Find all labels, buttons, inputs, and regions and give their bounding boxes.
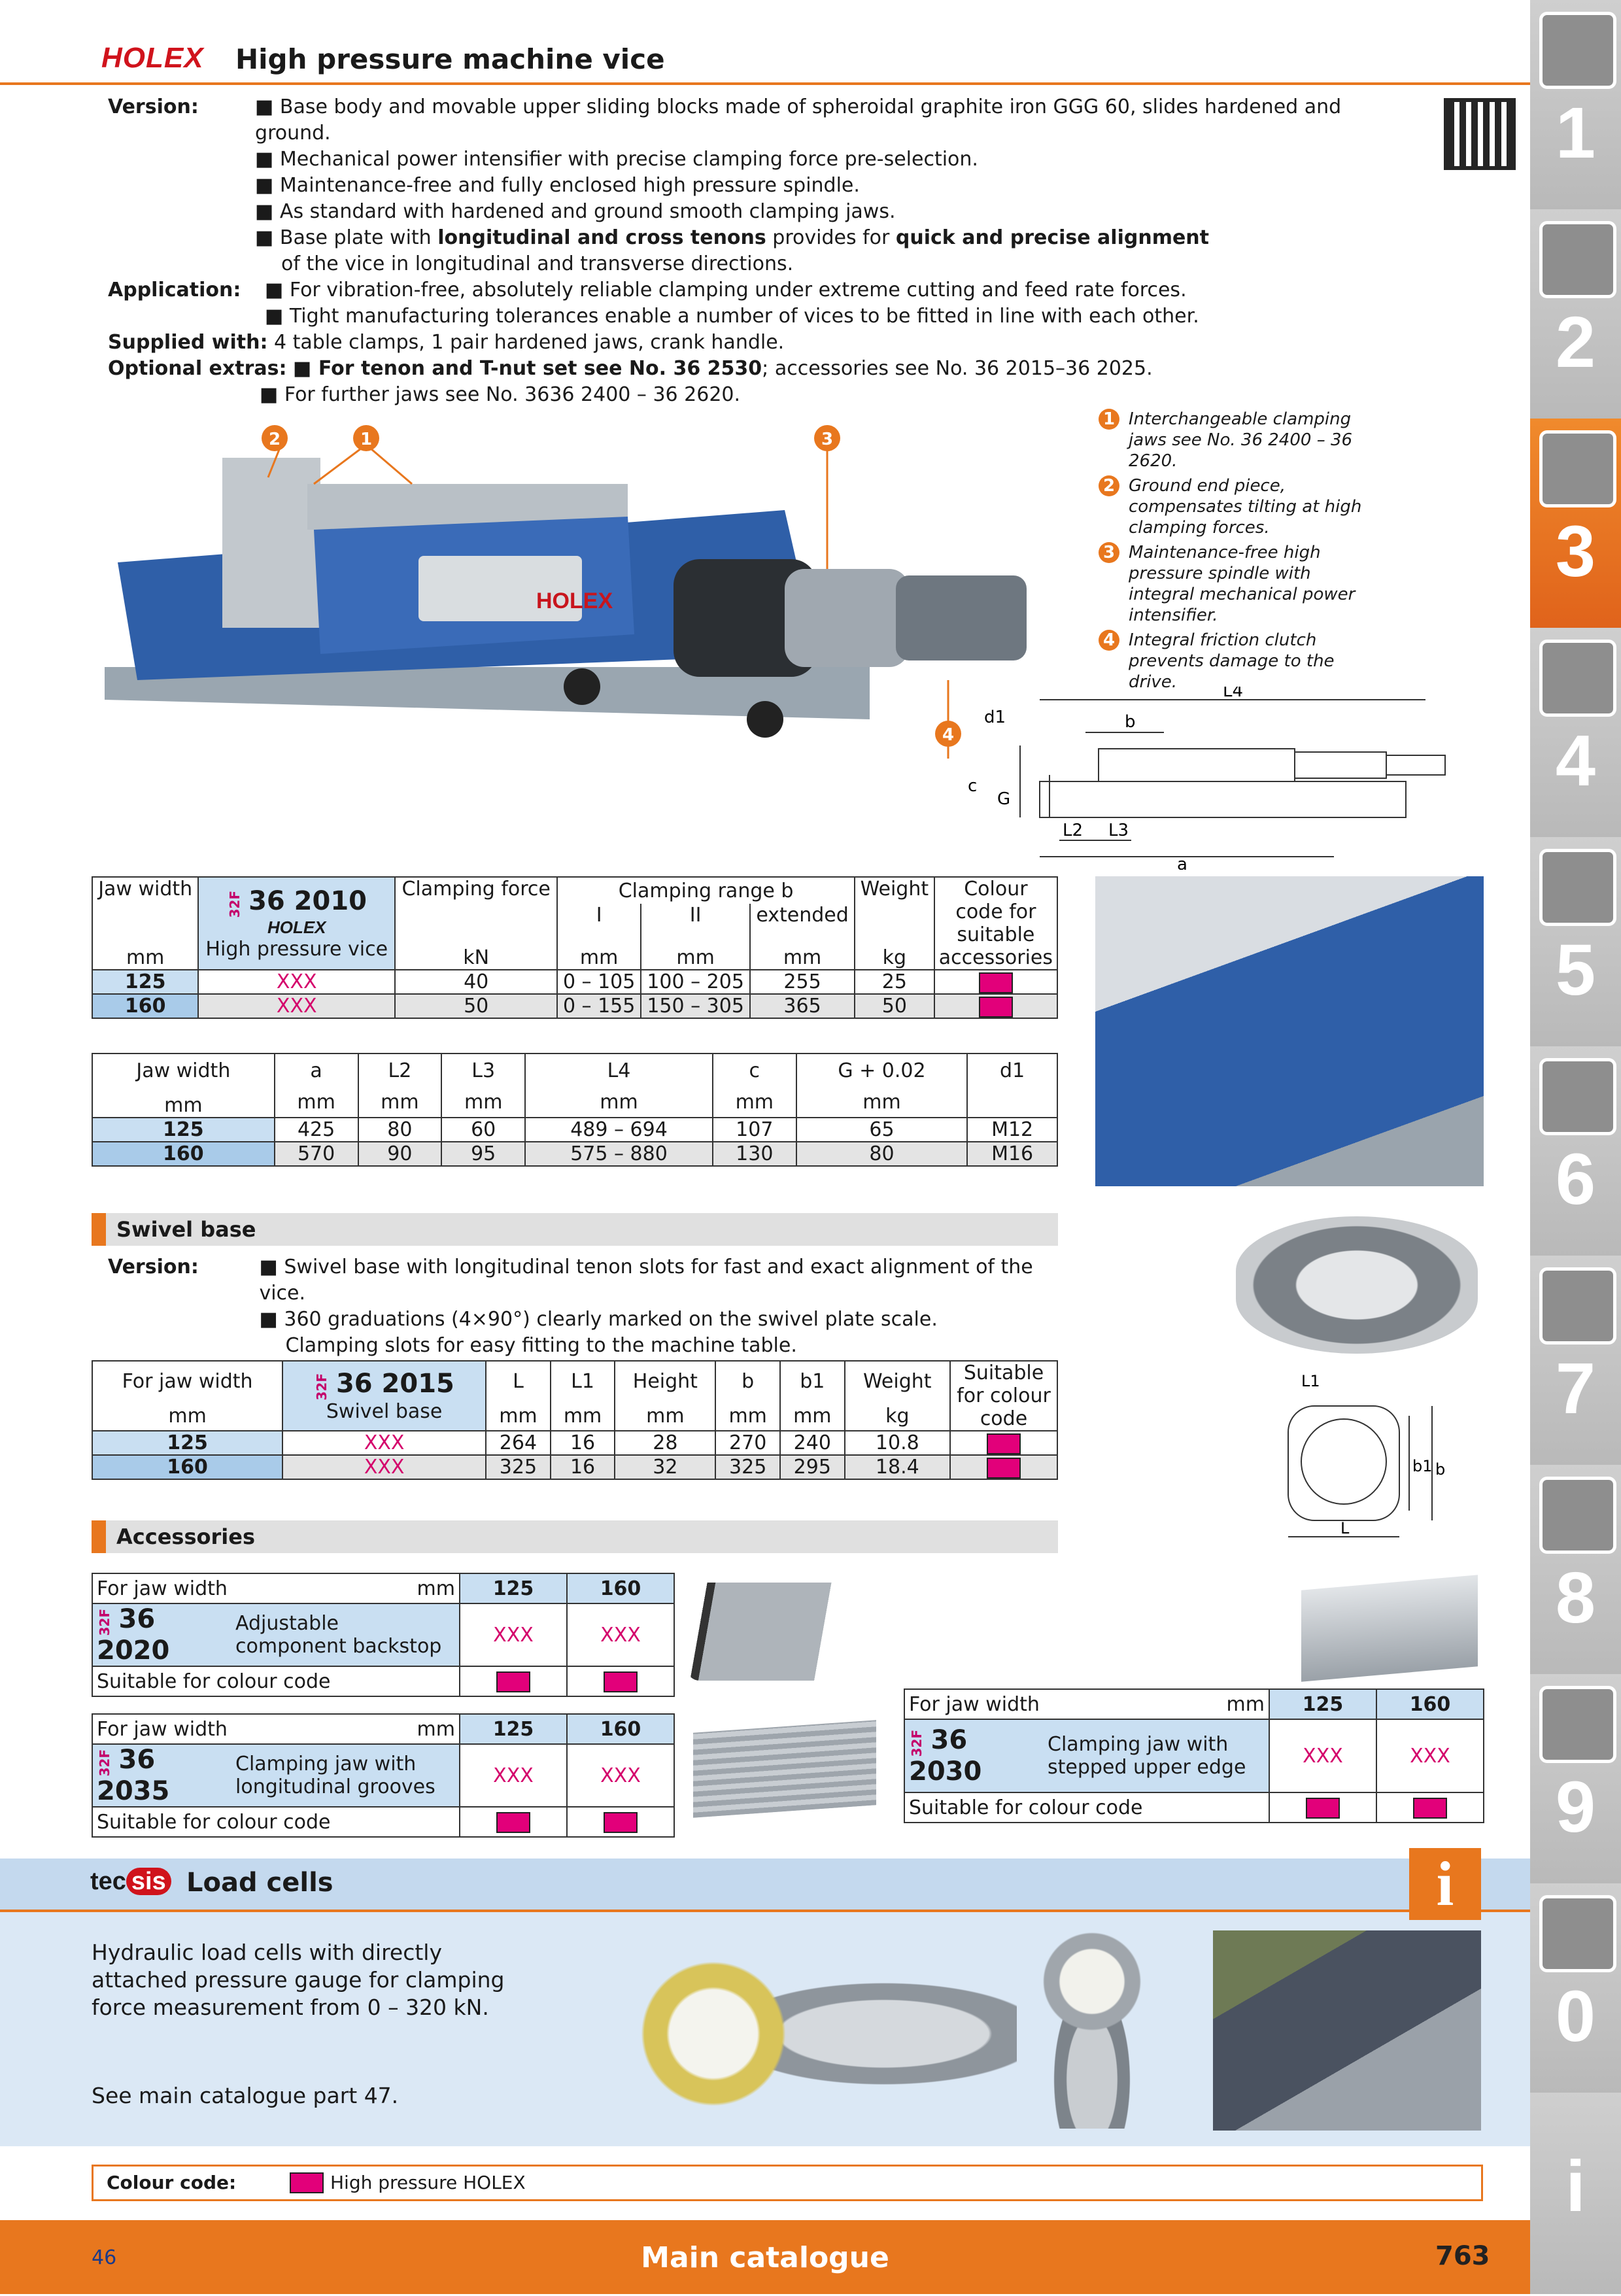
accessory-table-362020: For jaw width mm 125 160 32F 36 2020 Adjustable component backstop XXX XXX Suitable for colour code [92, 1573, 675, 1697]
footer-title[interactable]: Main catalogue [641, 2241, 889, 2274]
vice-closeup-photo [1095, 876, 1484, 1186]
callout-marker [814, 425, 840, 451]
wrench-icon [1539, 1058, 1616, 1135]
plate-logo: HOLEX [536, 589, 613, 613]
tab-chapter-0[interactable]: 0 [1530, 1883, 1621, 2095]
product-code: 36 2010 [248, 885, 367, 916]
chuck-icon [1539, 430, 1616, 507]
product-code: 36 2015 [335, 1368, 454, 1399]
swivel-version-label: Version: [108, 1256, 199, 1278]
vice-dimension-table: Jaw width a L2 L3 L4 c G + 0.02 d1 mm mm mm mm mm mm mm 125 425 80 60 489 – 694 107 65 M12 160 570 90 95 575 – 880 130 80 M16 [92, 1053, 1058, 1167]
colour-swatch [604, 1812, 638, 1833]
page-title: High pressure machine vice [235, 43, 665, 75]
version-item: ■ As standard with hardened and ground smooth clamping jaws. [255, 200, 896, 223]
callout-marker [262, 425, 288, 451]
callout-item: 4 Integral friction clutch prevents damage to the drive. [1099, 630, 1373, 693]
application-item: ■ Tight manufacturing tolerances enable a number of vices to be fitted in line with each other. [265, 305, 1199, 328]
dim-label: L [1340, 1519, 1350, 1537]
supplied-label: Supplied with: [108, 331, 268, 354]
svg-text:4: 4 [942, 725, 955, 745]
table-row: 160 XXX 325 16 32 325 295 18.4 [92, 1455, 1057, 1479]
application-label: Application: [108, 279, 241, 301]
product-code: 36 2020 [97, 1604, 170, 1666]
optional-label: Optional extras: [108, 357, 287, 380]
optional-rest: ; accessories see No. 36 2015–36 2025. [762, 357, 1153, 380]
saw-disc-icon [1539, 849, 1616, 926]
load-cells-title: Load cells [186, 1868, 333, 1898]
table-row: 125 425 80 60 489 – 694 107 65 M12 [92, 1118, 1057, 1142]
swivel-item-cont: Clamping slots for easy fitting to the machine table. [285, 1334, 797, 1357]
colour-swatch [496, 1812, 530, 1833]
colour-swatch [1306, 1798, 1340, 1819]
colour-swatch [979, 997, 1013, 1018]
swivel-item: ■ Swivel base with longitudinal tenon slots for fast and exact alignment of the vice. [259, 1256, 1033, 1305]
colour-swatch [496, 1671, 530, 1692]
load-cell-photo [638, 1955, 1017, 2112]
stepped-jaw-photo [1301, 1575, 1478, 1682]
version-item: ■ Maintenance-free and fully enclosed high pressure spindle. [255, 174, 860, 197]
accessory-table-362030: For jaw width mm 125 160 32F 36 2030 Clamping jaw with stepped upper edge XXX XXX Suitable for colour code [904, 1688, 1484, 1823]
tab-info[interactable]: i [1530, 2093, 1621, 2296]
colour-code-legend: Colour code: High pressure HOLEX [92, 2165, 1483, 2201]
dim-label: b [1435, 1460, 1446, 1479]
chapter-sidebar [1530, 0, 1621, 2294]
dim-label: a [1177, 855, 1187, 870]
safety-glasses-icon [1539, 1895, 1616, 1972]
tab-chapter-5[interactable]: 5 [1530, 837, 1621, 1048]
version-item-cont: of the vice in longitudinal and transverse directions. [281, 252, 794, 275]
colour-swatch [1413, 1798, 1447, 1819]
dim-label: b [1125, 712, 1136, 732]
callout-marker [353, 425, 379, 451]
dim-label: L1 [1301, 1372, 1320, 1390]
dim-label: c [968, 776, 978, 796]
load-cells-text: Hydraulic load cells with directly attached pressure gauge for clamping force measurement from 0 – 320 kN. [92, 1940, 505, 2020]
load-cells-see: See main catalogue part 47. [92, 2083, 399, 2108]
backstop-photo [687, 1583, 876, 1681]
vice-technical-drawing [968, 687, 1510, 870]
swivel-base-drawing [1275, 1367, 1452, 1550]
callout-item: 3 Maintenance-free high pressure spindle with integral mechanical power intensifier. [1099, 542, 1373, 626]
grooved-jaw-photo [693, 1720, 876, 1818]
section-header-accessories: Accessories [92, 1520, 1058, 1553]
toolbox-icon [1539, 1477, 1616, 1554]
load-cell-in-use-photo [1213, 1930, 1481, 2131]
callout-marker [935, 721, 961, 747]
version-label: Version: [108, 95, 199, 118]
tab-chapter-1[interactable]: 1 [1530, 0, 1621, 211]
page-number: 763 [1435, 2241, 1490, 2271]
dim-label: L3 [1108, 821, 1129, 840]
page-counter: 46 [92, 2246, 117, 2269]
swivel-base-photo [1236, 1216, 1478, 1354]
colour-swatch [987, 1433, 1021, 1454]
table-row: 125 XXX 40 0 – 105 100 – 205 255 25 [92, 970, 1057, 994]
dim-label: b1 [1412, 1457, 1433, 1475]
dim-label: L4 [1223, 687, 1244, 701]
product-code: 36 2035 [97, 1745, 170, 1807]
colour-swatch [290, 2172, 324, 2193]
tab-chapter-8[interactable]: 8 [1530, 1465, 1621, 1676]
tab-chapter-9[interactable]: 9 [1530, 1674, 1621, 1885]
info-icon[interactable]: i [1409, 1848, 1481, 1920]
dim-label: G [997, 789, 1011, 809]
table-row: 160 XXX 50 0 – 155 150 – 305 365 50 [92, 994, 1057, 1018]
version-item: ■ Base body and movable upper sliding blocks made of spheroidal graphite iron GGG 60, slides hardened and ground. [255, 95, 1342, 145]
insert-icon [1539, 221, 1616, 298]
caliper-icon [1539, 640, 1616, 717]
dim-label: L2 [1063, 821, 1084, 840]
dim-label: d1 [984, 708, 1006, 727]
table-row: 125 XXX 264 16 28 270 240 10.8 [92, 1431, 1057, 1455]
optional-line2: ■ For further jaws see No. 3636 2400 – 36 2620. [260, 383, 741, 406]
footer [0, 2220, 1530, 2294]
version-item: ■ Base plate with longitudinal and cross tenons provides for quick and precise alignment [255, 226, 1209, 249]
holex-logo: HOLEX [101, 42, 204, 74]
version-item: ■ Mechanical power intensifier with precise clamping force pre-selection. [255, 148, 978, 171]
swivel-table: For jaw width 32F 36 2015 Swivel base L L1 Height b b1 Weight Suitable for colour code mm mm mm mm mm mm kg 125 XXX 264 16 28 270 240 10.8 160 XXX 325 16 32 325 295 18.4 [92, 1360, 1058, 1480]
section-header-swivel: Swivel base [92, 1213, 1058, 1246]
tab-chapter-3[interactable]: 3 [1530, 419, 1621, 630]
drill-icon [1539, 12, 1616, 89]
callout-item: 1 Interchangeable clamping jaws see No. 36 2400 – 36 2620. [1099, 409, 1373, 471]
application-item: ■ For vibration-free, absolutely reliable clamping under extreme cutting and feed rate forces. [265, 279, 1187, 301]
tab-chapter-2[interactable]: 2 [1530, 209, 1621, 420]
load-cell-gauge-photo [1033, 1932, 1151, 2129]
tab-chapter-4[interactable]: 4 [1530, 628, 1621, 839]
cabinet-icon [1539, 1686, 1616, 1763]
optional-bold[interactable]: For tenon and T-nut set see No. 36 2530 [318, 357, 762, 380]
svg-text:1: 1 [360, 430, 373, 449]
pliers-hammer-icon [1539, 1267, 1616, 1345]
callout-item: 2 Ground end piece, compensates tilting at high clamping forces. [1099, 475, 1373, 538]
svg-text:3: 3 [821, 430, 834, 449]
swivel-item: ■ 360 graduations (4×90°) clearly marked on the swivel plate scale. [259, 1308, 938, 1331]
svg-text:2: 2 [268, 430, 281, 449]
colour-swatch [604, 1671, 638, 1692]
vice-spec-table: Jaw width 32F 36 2010 HOLEX High pressure vice Clamping force Clamping range b Weight Colour code for suitable accessories mm kN I mm II mm extended mm kg 125 XXX 40 0 – 105 100 – 205 255 25 160 XXX 50 0 – 155 150 – 305 365 50 [92, 876, 1058, 1019]
colour-swatch [987, 1458, 1021, 1479]
tecsis-logo: tec sis [90, 1868, 171, 1896]
qr-code-icon[interactable] [1444, 98, 1516, 170]
vice-photo [98, 419, 1085, 785]
header-rule [0, 82, 1530, 85]
table-row: 160 570 90 95 575 – 880 130 80 M16 [92, 1142, 1057, 1166]
supplied-text: 4 table clamps, 1 pair hardened jaws, crank handle. [274, 331, 785, 354]
product-code: 36 2030 [909, 1724, 982, 1787]
tab-chapter-6[interactable]: 6 [1530, 1046, 1621, 1258]
accessory-table-362035: For jaw width mm 125 160 32F 36 2035 Clamping jaw with longitudinal grooves XXX XXX Suitable for colour code [92, 1713, 675, 1838]
tab-chapter-7[interactable]: 7 [1530, 1256, 1621, 1467]
colour-swatch [979, 972, 1013, 993]
